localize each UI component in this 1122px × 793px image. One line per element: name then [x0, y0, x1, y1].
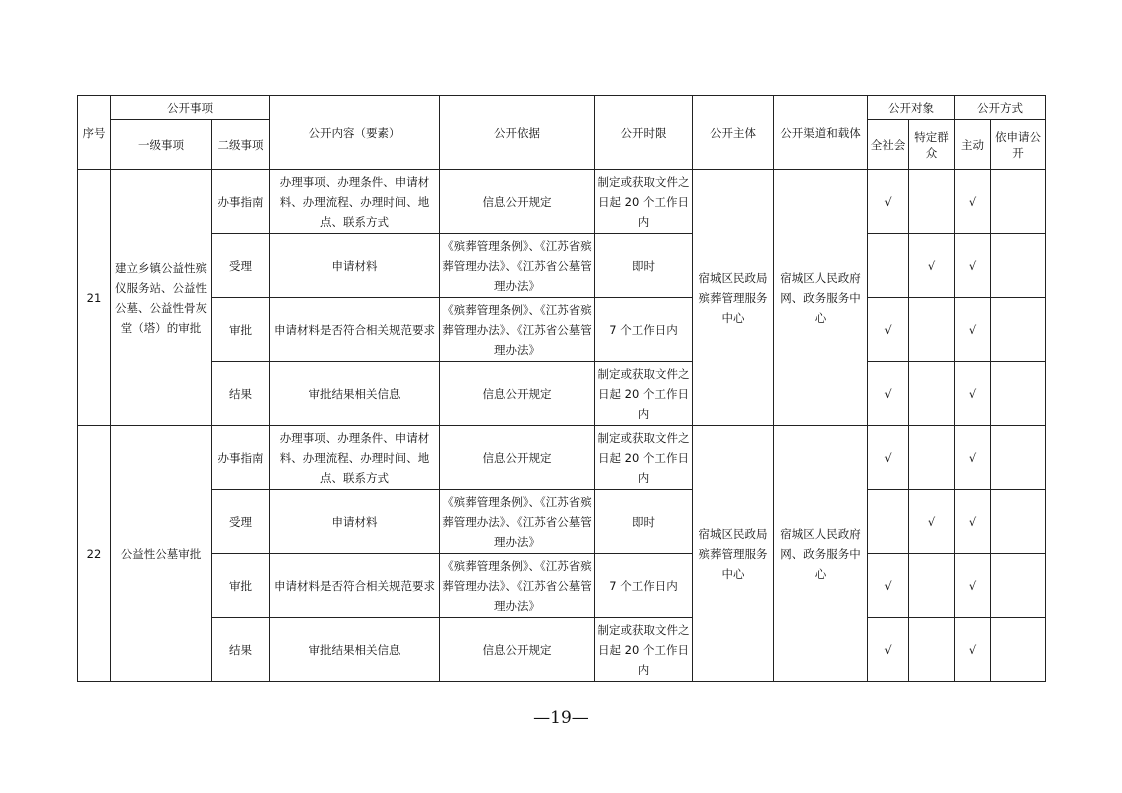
- level1-item: 建立乡镇公益性殡仪服务站、公益性公墓、公益性骨灰堂（塔）的审批: [111, 170, 212, 426]
- society-check: [868, 490, 909, 554]
- level2-item: 结果: [212, 618, 270, 682]
- header-basis: 公开依据: [440, 96, 595, 170]
- header-channel: 公开渠道和载体: [774, 96, 868, 170]
- time-limit: 7 个工作日内: [595, 554, 693, 618]
- society-check: √: [868, 426, 909, 490]
- request-check: [991, 490, 1046, 554]
- request-check: [991, 298, 1046, 362]
- disclosure-content: 审批结果相关信息: [270, 362, 440, 426]
- disclosure-content: 办理事项、办理条件、申请材料、办理流程、办理时间、地点、联系方式: [270, 426, 440, 490]
- society-check: √: [868, 298, 909, 362]
- society-check: √: [868, 618, 909, 682]
- disclosure-subject: 宿城区民政局殡葬管理服务中心: [693, 426, 774, 682]
- society-check: [868, 234, 909, 298]
- request-check: [991, 554, 1046, 618]
- disclosure-content: 审批结果相关信息: [270, 618, 440, 682]
- table-row: [78, 298, 1046, 362]
- disclosure-content: 申请材料: [270, 490, 440, 554]
- time-limit: 7 个工作日内: [595, 298, 693, 362]
- header-method: 公开方式: [955, 96, 1046, 120]
- active-check: √: [955, 490, 991, 554]
- disclosure-basis: 《殡葬管理条例》、《江苏省殡葬管理办法》、《江苏省公墓管理办法》: [440, 298, 595, 362]
- disclosure-content: 办理事项、办理条件、申请材料、办理流程、办理时间、地点、联系方式: [270, 170, 440, 234]
- time-limit: 制定或获取文件之日起 20 个工作日内: [595, 426, 693, 490]
- disclosure-channel: 宿城区人民政府网、政务服务中心: [774, 170, 868, 426]
- table-row: [78, 618, 1046, 682]
- group-check: √: [909, 234, 955, 298]
- header-content: 公开内容（要素）: [270, 96, 440, 170]
- disclosure-content: 申请材料是否符合相关规范要求: [270, 298, 440, 362]
- group-check: [909, 618, 955, 682]
- group-check: [909, 170, 955, 234]
- request-check: [991, 618, 1046, 682]
- disclosure-content: 申请材料是否符合相关规范要求: [270, 554, 440, 618]
- group-check: [909, 554, 955, 618]
- table-row: [78, 426, 1046, 490]
- header-time-limit: 公开时限: [595, 96, 693, 170]
- header-level2: 二级事项: [212, 120, 270, 170]
- table-row: [78, 490, 1046, 554]
- active-check: √: [955, 234, 991, 298]
- active-check: √: [955, 554, 991, 618]
- level2-item: 办事指南: [212, 426, 270, 490]
- level2-item: 审批: [212, 554, 270, 618]
- request-check: [991, 170, 1046, 234]
- society-check: √: [868, 362, 909, 426]
- header-active: 主动: [955, 120, 991, 170]
- group-check: [909, 362, 955, 426]
- level2-item: 审批: [212, 298, 270, 362]
- level1-item: 公益性公墓审批: [111, 426, 212, 682]
- table-row: [78, 554, 1046, 618]
- table-row: [78, 362, 1046, 426]
- header-seq: 序号: [78, 96, 111, 170]
- group-check: √: [909, 490, 955, 554]
- time-limit: 即时: [595, 234, 693, 298]
- header-on-request: 依申请公开: [991, 120, 1046, 170]
- header-matters: 公开事项: [111, 96, 270, 120]
- request-check: [991, 426, 1046, 490]
- level2-item: 结果: [212, 362, 270, 426]
- group-check: [909, 298, 955, 362]
- table-header: [78, 96, 1046, 170]
- disclosure-content: 申请材料: [270, 234, 440, 298]
- active-check: √: [955, 618, 991, 682]
- disclosure-basis: 《殡葬管理条例》、《江苏省殡葬管理办法》、《江苏省公墓管理办法》: [440, 554, 595, 618]
- row-seq: 21: [78, 170, 111, 426]
- level2-item: 受理: [212, 490, 270, 554]
- time-limit: 制定或获取文件之日起 20 个工作日内: [595, 362, 693, 426]
- disclosure-table: [77, 95, 1046, 682]
- disclosure-basis: 信息公开规定: [440, 362, 595, 426]
- table-row: [78, 234, 1046, 298]
- table-body: [78, 170, 1046, 682]
- header-target: 公开对象: [868, 96, 955, 120]
- disclosure-basis: 《殡葬管理条例》、《江苏省殡葬管理办法》、《江苏省公墓管理办法》: [440, 490, 595, 554]
- time-limit: 制定或获取文件之日起 20 个工作日内: [595, 170, 693, 234]
- request-check: [991, 234, 1046, 298]
- active-check: √: [955, 298, 991, 362]
- request-check: [991, 362, 1046, 426]
- header-specific-group: 特定群众: [909, 120, 955, 170]
- time-limit: 制定或获取文件之日起 20 个工作日内: [595, 618, 693, 682]
- disclosure-basis: 信息公开规定: [440, 618, 595, 682]
- active-check: √: [955, 362, 991, 426]
- group-check: [909, 426, 955, 490]
- active-check: √: [955, 426, 991, 490]
- time-limit: 即时: [595, 490, 693, 554]
- table-row: [78, 170, 1046, 234]
- disclosure-subject: 宿城区民政局殡葬管理服务中心: [693, 170, 774, 426]
- page-number: —19—: [533, 708, 589, 728]
- active-check: √: [955, 170, 991, 234]
- header-level1: 一级事项: [111, 120, 212, 170]
- disclosure-channel: 宿城区人民政府网、政务服务中心: [774, 426, 868, 682]
- disclosure-basis: 《殡葬管理条例》、《江苏省殡葬管理办法》、《江苏省公墓管理办法》: [440, 234, 595, 298]
- row-seq: 22: [78, 426, 111, 682]
- disclosure-basis: 信息公开规定: [440, 426, 595, 490]
- society-check: √: [868, 554, 909, 618]
- header-whole-society: 全社会: [868, 120, 909, 170]
- header-subject: 公开主体: [693, 96, 774, 170]
- level2-item: 办事指南: [212, 170, 270, 234]
- society-check: √: [868, 170, 909, 234]
- disclosure-basis: 信息公开规定: [440, 170, 595, 234]
- level2-item: 受理: [212, 234, 270, 298]
